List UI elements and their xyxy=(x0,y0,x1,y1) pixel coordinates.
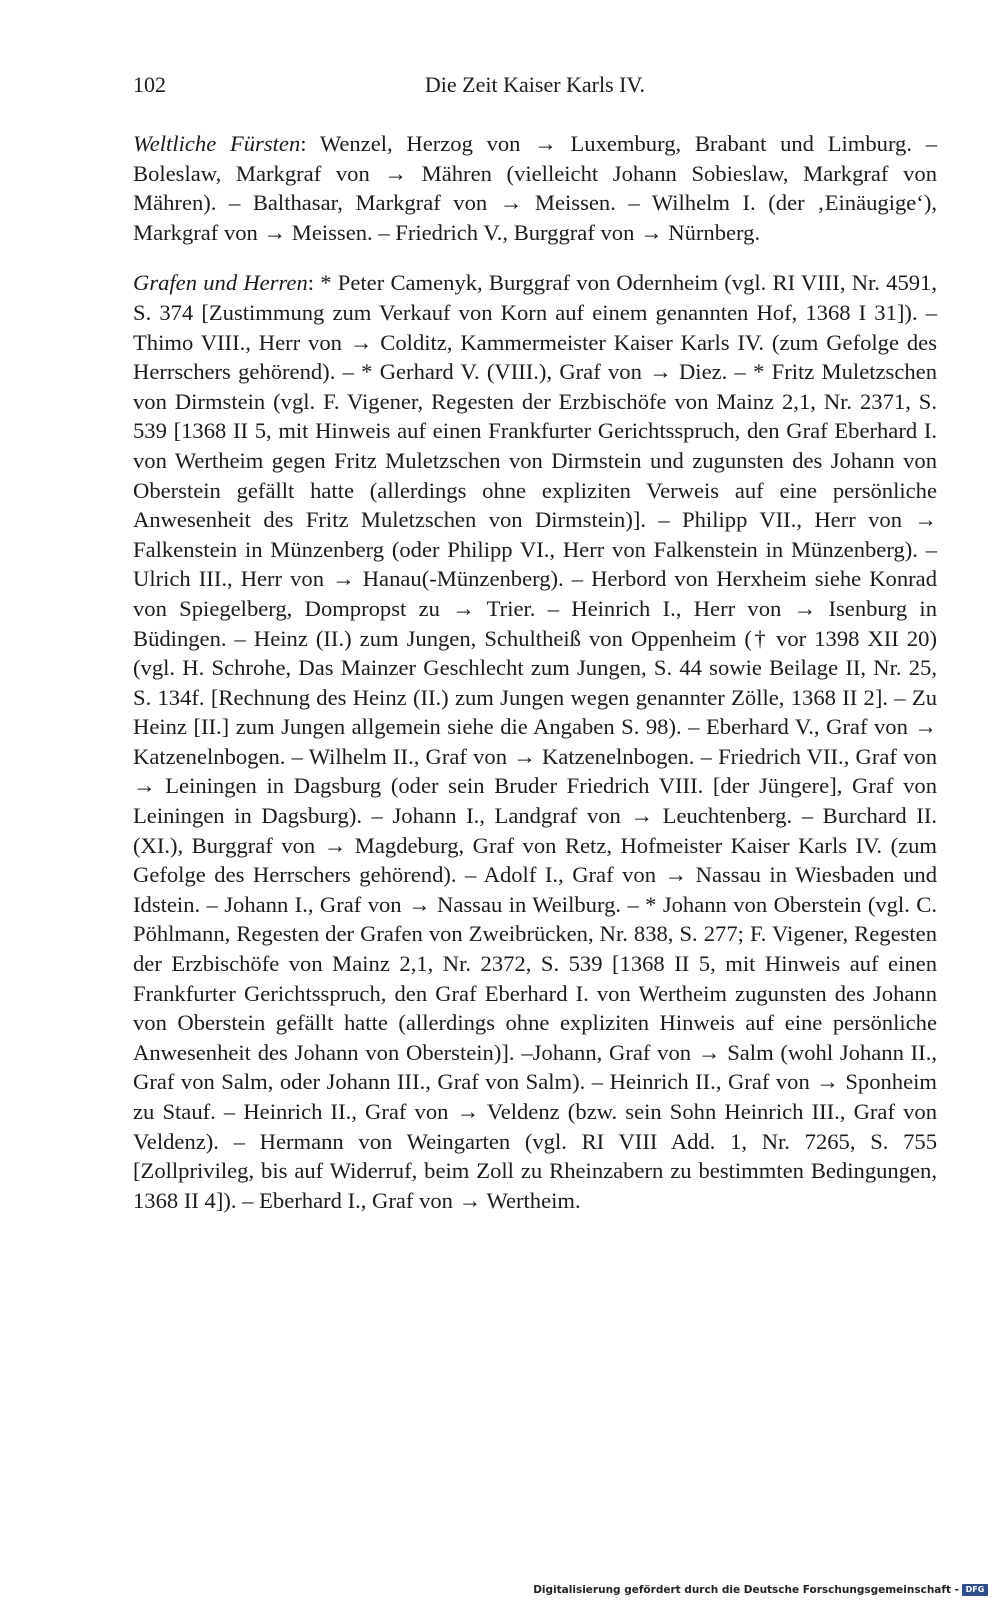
dfg-logo-icon: DFG xyxy=(962,1584,988,1596)
digitization-credit xyxy=(533,1583,988,1597)
body-text xyxy=(133,129,937,1215)
paragraph-text: Wenzel, Herzog von → Luxemburg, Brabant und Limburg. – Boleslaw, Markgraf von → Mähren (vielleicht Johann Sobieslaw, Markgraf von Mähren). – Balthasar, Markgraf von → Meissen. – Wilhelm I. (der ‚Einäugige‘), Markgraf von → Meissen. – Friedrich V., Burggraf von → Nürnberg. xyxy=(133,131,938,245)
paragraph-text: * Peter Camenyk, Burggraf von Odernheim (vgl. RI VIII, Nr. 4591, S. 374 [Zustimmung zum Verkauf von Korn auf einem genannten Hof, 1368 I 31]). – Thimo VIII., Herr von → Colditz, Kammermeister Kaiser Karls IV. (zum Gefolge des Herrschers gehörend). – * Gerhard V. (VIII.), Graf von → Diez. – * Fritz Muletzschen von Dirmstein (vgl. F. Vigener, Regesten der Erzbischöfe von Mainz 2,1, Nr. 2371, S. 539 [1368 II 5, mit Hinweis auf einen Frankfurter Gerichtsspruch, den Graf Eberhard I. von Wertheim gegen Fritz Muletzschen von Dirmstein und zugunsten des Johann von Oberstein gefällt hatte (allerdings ohne expliziten Verweis auf eine persönliche Anwesenheit des Fritz Muletzschen von Dirmstein)]. – Philipp VII., Herr von → Falkenstein in Münzenberg (oder Philipp VI., Herr von Falkenstein in Münzenberg). – Ulrich III., Herr von → Hanau(-Münzenberg). – Herbord von Herxheim siehe Konrad von Spiegelberg, Dompropst zu → Trier. – Heinrich I., Herr von → Isenburg in Büdingen. – Heinz (II.) zum Jungen, Schultheiß von Oppenheim († vor 1398 XII 20) (vgl. H. Schrohe, Das Mainzer Geschlecht zum Jungen, S. 44 sowie Beilage II, Nr. 25, S. 134f. [Rechnung des Heinz (II.) zum Jungen wegen genannter Zölle, 1368 II 2]. – Zu Heinz [II.] zum Jungen allgemein siehe die Angaben S. 98). – Eberhard V., Graf von → Katzenelnbogen. – Wilhelm II., Graf von → Katzenelnbogen. – Friedrich VII., Graf von → Leiningen in Dagsburg (oder sein Bruder Friedrich VIII. [der Jüngere], Graf von Leiningen in Dagsburg). – Johann I., Landgraf von → Leuchtenberg. – Burchard II. (XI.), Burggraf von → Magdeburg, Graf von Retz, Hofmeister Kaiser Karls IV. (zum Gefolge des Herrschers gehörend). – Adolf I., Graf von → Nassau in Wiesbaden und Idstein. – Johann I., Graf von → Nassau in Weilburg. – * Johann von Oberstein (vgl. C. Pöhlmann, Regesten der Grafen von Zweibrücken, Nr. 838, S. 277; F. Vigener, Regesten der Erzbischöfe von Mainz 2,1, Nr. 2372, S. 539 [1368 II 5, mit Hinweis auf einen Frankfurter Gerichtsspruch, den Graf Eberhard I. von Wertheim zugunsten des Johann von Oberstein gefällt hatte (allerdings ohne expliziten Hinweis auf eine persönliche Anwesenheit des Johann von Oberstein)]. –Johann, Graf von → Salm (wohl Johann II., Graf von Salm, oder Johann III., Graf von Salm). – Heinrich II., Graf von → Sponheim zu Stauf. – Heinrich II., Graf von → Veldenz (bzw. sein Sohn Heinrich III., Graf von Veldenz). – Hermann von Weingarten (vgl. RI VIII Add. 1, Nr. 7265, S. 755 [Zollprivileg, bis auf Widerruf, beim Zoll zu Rheinzabern zu bestimmten Bedingungen, 1368 II 4]). – Eberhard I., Graf von → Wertheim. xyxy=(133,270,937,1213)
paragraph-weltliche-fuersten: Weltliche Fürsten: Wenzel, Herzog von → Luxemburg, Brabant und Limburg. – Boleslaw, Markgraf von → Mähren (vielleicht Johann Sobieslaw, Markgraf von Mähren). – Balthasar, Markgraf von → Meissen. – Wilhelm I. (der ‚Einäugige‘), Markgraf von → Meissen. – Friedrich V., Burggraf von → Nürnberg. xyxy=(133,131,938,245)
section-label: Grafen und Herren xyxy=(133,270,308,296)
paragraph-grafen-und-herren: Grafen und Herren: * Peter Camenyk, Burggraf von Odernheim (vgl. RI VIII, Nr. 4591, S. 374 [Zustimmung zum Verkauf von Korn auf einem genannten Hof, 1368 I 31]). – Thimo VIII., Herr von → Colditz, Kammermeister Kaiser Karls IV. (zum Gefolge des Herrschers gehörend). – * Gerhard V. (VIII.), Graf von → Diez. – * Fritz Muletzschen von Dirmstein (vgl. F. Vigener, Regesten der Erzbischöfe von Mainz 2,1, Nr. 2371, S. 539 [1368 II 5, mit Hinweis auf einen Frankfurter Gerichtsspruch, den Graf Eberhard I. von Wertheim gegen Fritz Muletzschen von Dirmstein und zugunsten des Johann von Oberstein gefällt hatte (allerdings ohne expliziten Verweis auf eine persönliche Anwesenheit des Fritz Muletzschen von Dirmstein)]. – Philipp VII., Herr von → Falkenstein in Münzenberg (oder Philipp VI., Herr von Falkenstein in Münzenberg). – Ulrich III., Herr von → Hanau(-Münzenberg). – Herbord von Herxheim siehe Konrad von Spiegelberg, Dompropst zu → Trier. – Heinrich I., Herr von → Isenburg in Büdingen. – Heinz (II.) zum Jungen, Schultheiß von Oppenheim († vor 1398 XII 20) (vgl. H. Schrohe, Das Mainzer Geschlecht zum Jungen, S. 44 sowie Beilage II, Nr. 25, S. 134f. [Rechnung des Heinz (II.) zum Jungen wegen genannter Zölle, 1368 II 2]. – Zu Heinz [II.] zum Jungen allgemein siehe die Angaben S. 98). – Eberhard V., Graf von → Katzenelnbogen. – Wilhelm II., Graf von → Katzenelnbogen. – Friedrich VII., Graf von → Leiningen in Dagsburg (oder sein Bruder Friedrich VIII. [der Jüngere], Graf von Leiningen in Dagsburg). – Johann I., Landgraf von → Leuchtenberg. – Burchard II. (XI.), Burggraf von → Magdeburg, Graf von Retz, Hofmeister Kaiser Karls IV. (zum Gefolge des Herrschers gehörend). – Adolf I., Graf von → Nassau in Wiesbaden und Idstein. – Johann I., Graf von → Nassau in Weilburg. – * Johann von Oberstein (vgl. C. Pöhlmann, Regesten der Grafen von Zweibrücken, Nr. 838, S. 277; F. Vigener, Regesten der Erzbischöfe von Mainz 2,1, Nr. 2372, S. 539 [1368 II 5, mit Hinweis auf einen Frankfurter Gerichtsspruch, den Graf Eberhard I. von Wertheim zugunsten des Johann von Oberstein gefällt hatte (allerdings ohne expliziten Hinweis auf eine persönliche Anwesenheit des Johann von Oberstein)]. –Johann, Graf von → Salm (wohl Johann II., Graf von Salm, oder Johann III., Graf von Salm). – Heinrich II., Graf von → Sponheim zu Stauf. – Heinrich II., Graf von → Veldenz (bzw. sein Sohn Heinrich III., Graf von Veldenz). – Hermann von Weingarten (vgl. RI VIII Add. 1, Nr. 7265, S. 755 [Zollprivileg, bis auf Widerruf, beim Zoll zu Rheinzabern zu bestimmten Bedingungen, 1368 II 4]). – Eberhard I., Graf von → Wertheim. xyxy=(133,270,937,1213)
credit-text: Digitalisierung gefördert durch die Deutsche Forschungsgemeinschaft - xyxy=(533,1584,959,1596)
page-header xyxy=(133,72,937,108)
running-title: Die Zeit Kaiser Karls IV. xyxy=(424,72,646,97)
section-label: Weltliche Fürsten xyxy=(133,131,301,156)
page-number: 102 xyxy=(133,72,166,97)
